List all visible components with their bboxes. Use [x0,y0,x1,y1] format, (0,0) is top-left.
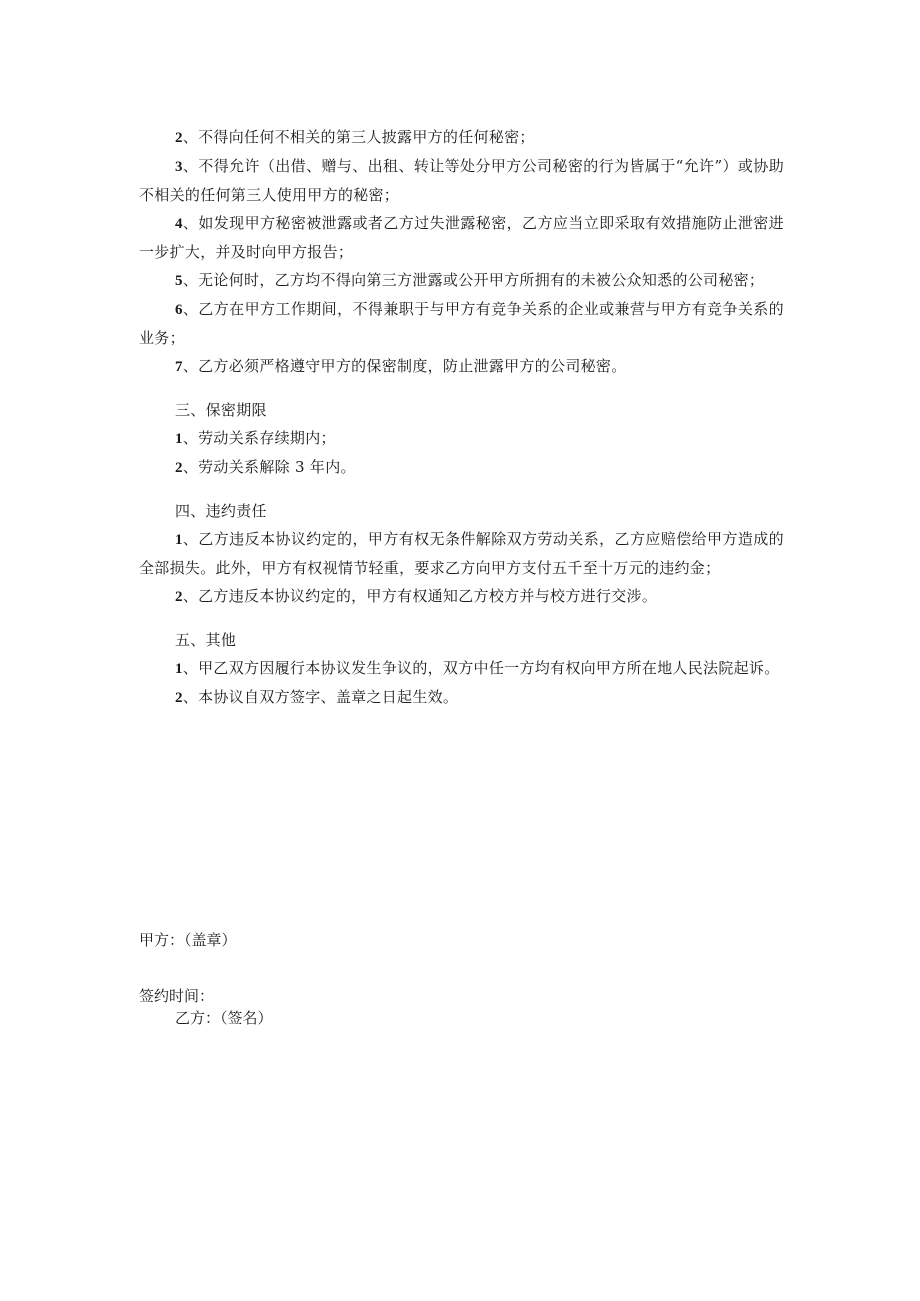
clause-item: 2、乙方违反本协议约定的，甲方有权通知乙方校方并与校方进行交涉。 [175,587,658,605]
clause-item: 2、不得向任何不相关的第三人披露甲方的任何秘密； [175,128,535,146]
clause-item: 1、劳动关系存续期内； [175,429,336,447]
section-confidentiality-period [139,396,784,482]
clause-item: 3、不得允许（出借、赠与、出租、转让等处分甲方公司秘密的行为皆属于“允许”）或协助不相关的任何第三人使用甲方的秘密； [139,157,784,204]
party-a-seal-line: 甲方：（盖章） [139,931,237,949]
clause-item: 2、劳动关系解除 3 年内。 [175,458,356,476]
clause-item: 6、乙方在甲方工作期间，不得兼职于与甲方有竞争关系的企业或兼营与甲方有竞争关系的业务； [139,300,784,347]
clause-item: 5、无论何时，乙方均不得向第三方泄露或公开甲方所拥有的未被公众知悉的公司秘密； [175,271,765,289]
section-heading: 五、其他 [175,631,237,649]
clause-item: 1、甲乙双方因履行本协议发生争议的，双方中任一方均有权向甲方所在地人民法院起诉。 [175,659,780,677]
section-heading: 四、违约责任 [175,502,267,520]
party-b-signature-line: 乙方：（签名） [175,1009,273,1027]
clause-item: 2、本协议自双方签字、盖章之日起生效。 [175,688,459,706]
section-heading: 三、保密期限 [175,401,267,419]
section-other [139,626,784,712]
clause-item: 7、乙方必须严格遵守甲方的保密制度，防止泄露甲方的公司秘密。 [175,357,627,375]
clause-item: 1、乙方违反本协议约定的，甲方有权无条件解除双方劳动关系，乙方应赔偿给甲方造成的全部损失。此外，甲方有权视情节轻重，要求乙方向甲方支付五千至十万元的违约金； [139,530,784,577]
section-breach-liability [139,497,784,611]
agreement-body [139,123,784,712]
clause-item: 4、如发现甲方秘密被泄露或者乙方过失泄露秘密，乙方应当立即采取有效措施防止泄密进一步扩大，并及时向甲方报告； [139,214,784,261]
clause-list-section-two [139,123,784,381]
sign-date-line: 签约时间： [139,987,215,1005]
